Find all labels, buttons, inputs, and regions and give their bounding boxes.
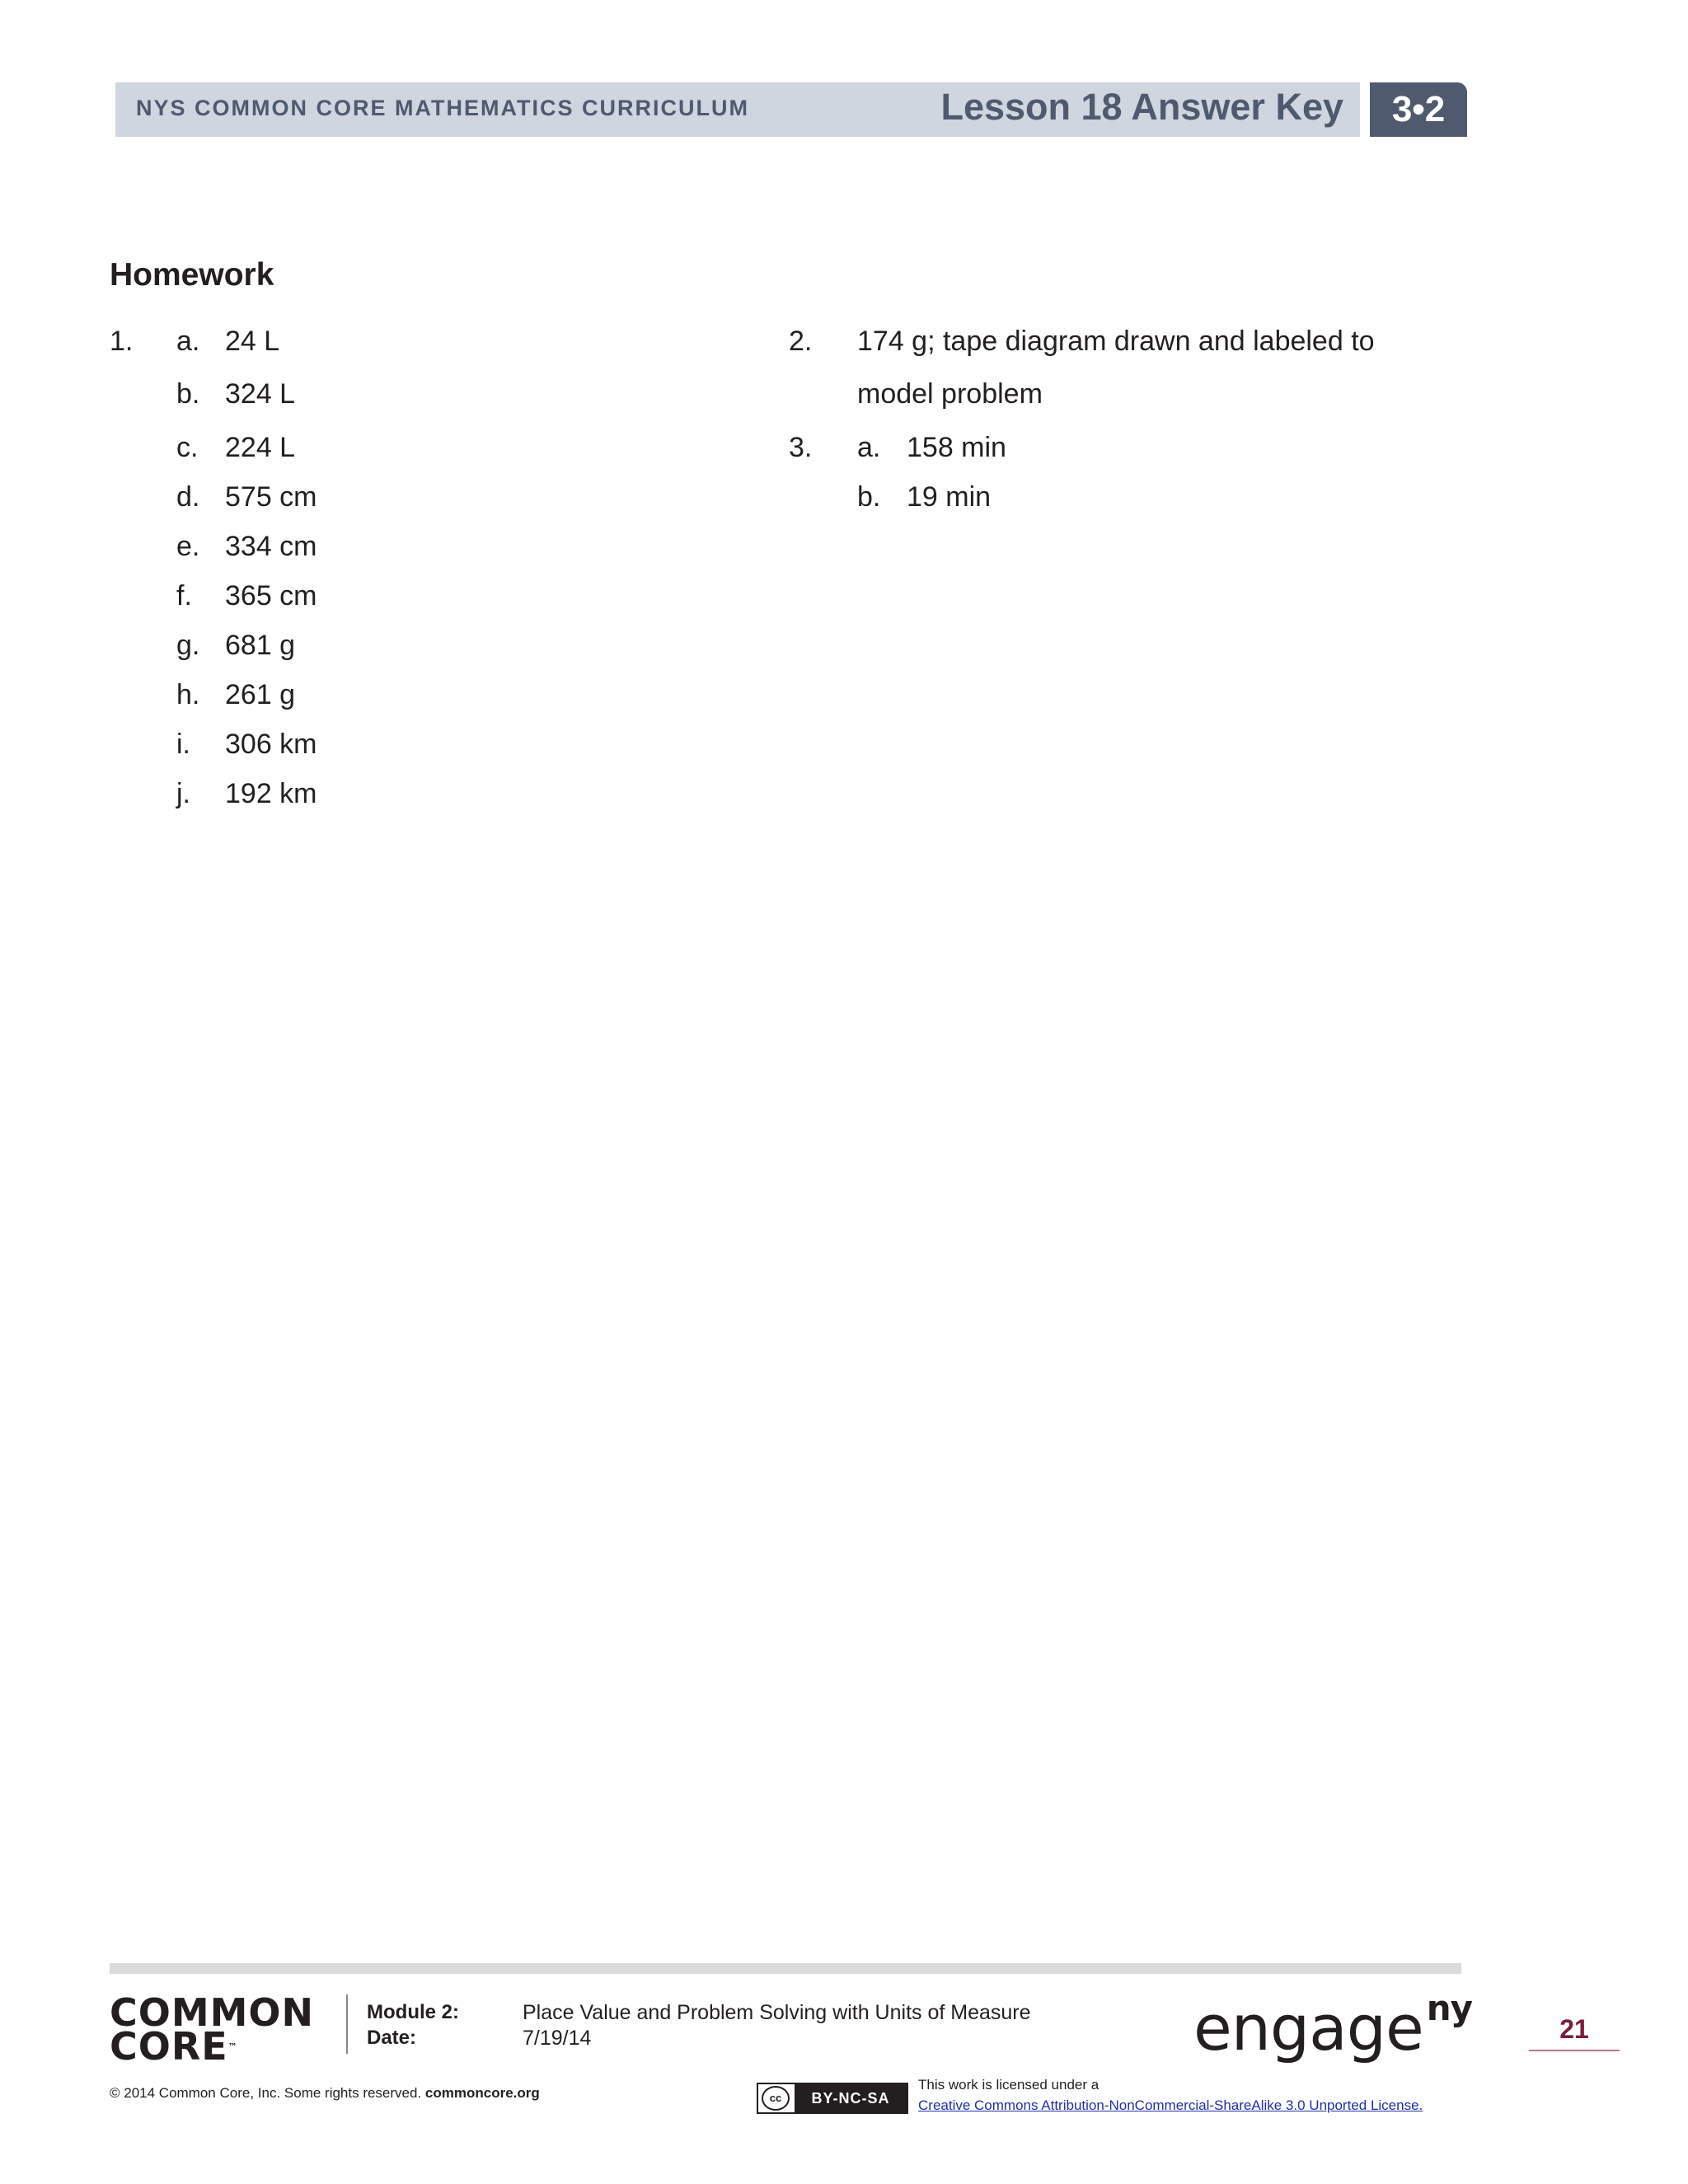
q1-f-letter: f. [176,580,192,612]
copyright-text [110,2085,540,2102]
date-value: 7/19/14 [523,2027,592,2050]
q1-d-letter: d. [176,481,200,513]
license-link[interactable]: Creative Commons Attribution-NonCommercial-ShareAlike 3.0 Unported License. [918,2097,1423,2113]
q3-b-answer: 19 min [907,481,992,513]
q1-b-answer: 324 L [225,378,296,410]
creative-commons-icon: cc [762,2086,790,2111]
logo-trademark: ™ [227,2041,237,2052]
q1-j-answer: 192 km [225,778,317,809]
copyright-site: commoncore.org [424,2085,540,2101]
q3-a-letter: a. [857,432,881,463]
q1-g-letter: g. [176,630,200,661]
q1-e-letter: e. [176,531,200,562]
q1-d-answer: 575 cm [225,481,317,513]
q3-a-answer: 158 min [907,432,1006,463]
q1-e-answer: 334 cm [225,531,317,562]
q1-b-letter: b. [176,378,200,410]
cc-license-badge [757,2083,908,2114]
q1-g-answer: 681 g [225,630,296,661]
date-label: Date: [367,2027,417,2049]
logo-line-2: CORE [110,2024,228,2069]
q1-j-letter: j. [176,778,190,809]
q1-h-answer: 261 g [225,679,296,710]
q2-answer-line2: model problem [857,378,1043,410]
q1-f-answer: 365 cm [225,580,317,612]
license-intro: This work is licensed under a [918,2077,1100,2093]
q1-i-answer: 306 km [225,729,317,760]
q1-h-letter: h. [176,679,200,710]
curriculum-title: NYS COMMON CORE MATHEMATICS CURRICULUM [136,96,749,120]
page-number-rule [1529,2050,1620,2051]
lesson-title: Lesson 18 Answer Key [940,86,1343,128]
engageny-logo [1193,1988,1472,2064]
section-title: Homework [110,257,274,293]
q3-number: 3. [789,432,813,463]
footer-divider [346,1994,348,2054]
common-core-logo [110,1990,315,2069]
q1-a-letter: a. [176,326,200,357]
license-badge-text: BY-NC-SA [795,2084,907,2112]
copyright-notice: © 2014 Common Core, Inc. Some rights reserved. [110,2085,422,2101]
footer-rule [110,1963,1461,1974]
module-label: Module 2: [367,2001,459,2023]
q2-number: 2. [789,326,813,357]
module-value: Place Value and Problem Solving with Units of Measure [523,2001,1031,2024]
q3-b-letter: b. [857,481,881,513]
page-number: 21 [1559,2014,1589,2044]
engage-text: engage [1193,1991,1423,2064]
q1-c-answer: 224 L [225,432,296,463]
q1-c-letter: c. [176,432,199,463]
logo-line-1: COMMON [110,1990,315,2035]
grade-module-badge: 3•2 [1370,82,1467,137]
q1-i-letter: i. [176,729,190,760]
q1-a-answer: 24 L [225,326,280,357]
q2-answer-line1: 174 g; tape diagram drawn and labeled to [857,326,1375,357]
engage-ny-superscript: ny [1426,1988,1473,2028]
q1-number: 1. [110,326,134,357]
